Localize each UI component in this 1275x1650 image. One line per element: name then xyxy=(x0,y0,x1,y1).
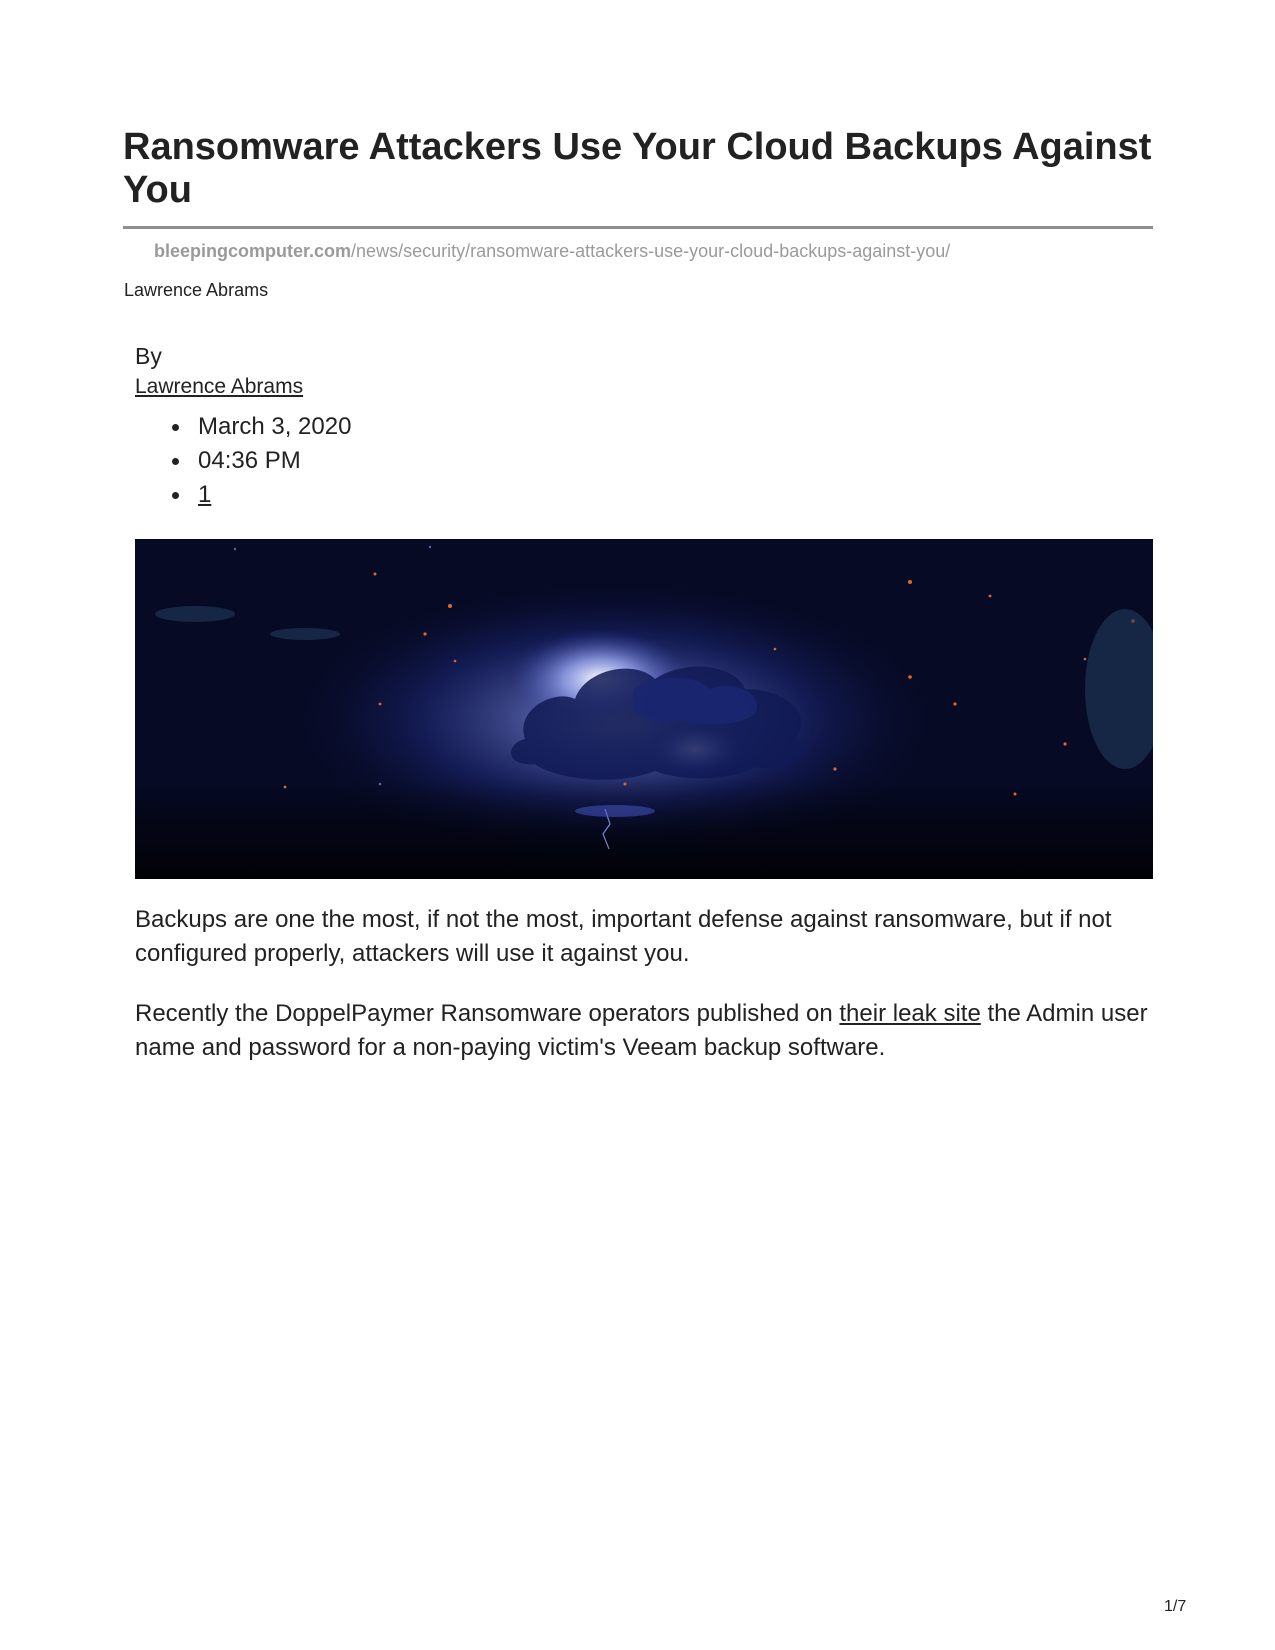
storm-cloud-illustration xyxy=(135,539,1153,879)
byline-prefix: By xyxy=(135,343,162,369)
source-path: /news/security/ransomware-attackers-use-your-cloud-backups-against-you/ xyxy=(351,241,951,261)
source-url[interactable] xyxy=(154,240,950,262)
hero-image xyxy=(135,539,1153,879)
page-number: 1/7 xyxy=(1164,1598,1187,1615)
meta-date-item xyxy=(172,410,351,444)
article-meta-list xyxy=(172,410,351,512)
publish-time: 04:36 PM xyxy=(198,447,301,474)
meta-time-item xyxy=(172,444,351,478)
bullet-icon xyxy=(172,458,179,465)
author-link[interactable]: Lawrence Abrams xyxy=(135,375,304,398)
paragraph-leak-site xyxy=(135,997,1153,1065)
paragraph-text-start: Recently the DoppelPaymer Ransomware operators published on xyxy=(135,1000,840,1027)
title-divider xyxy=(123,226,1153,229)
meta-comments-item xyxy=(172,478,351,512)
author-name: Lawrence Abrams xyxy=(124,280,269,300)
publish-date: March 3, 2020 xyxy=(198,413,352,440)
paragraph-backups: Backups are one the most, if not the most, important defense against ransomware, but if not configured properly, attackers will use it against you. xyxy=(135,906,1112,967)
bullet-icon xyxy=(172,492,179,499)
source-domain: bleepingcomputer.com xyxy=(154,241,352,261)
article-title: Ransomware Attackers Use Your Cloud Backups Against You xyxy=(123,126,1152,211)
paragraph-text-end: the Admin user name and password for a non-paying victim's Veeam backup software. xyxy=(135,1000,1148,1061)
bullet-icon xyxy=(172,424,179,431)
comments-count-link[interactable]: 1 xyxy=(198,481,212,508)
leak-site-link[interactable]: their leak site xyxy=(839,1000,981,1027)
